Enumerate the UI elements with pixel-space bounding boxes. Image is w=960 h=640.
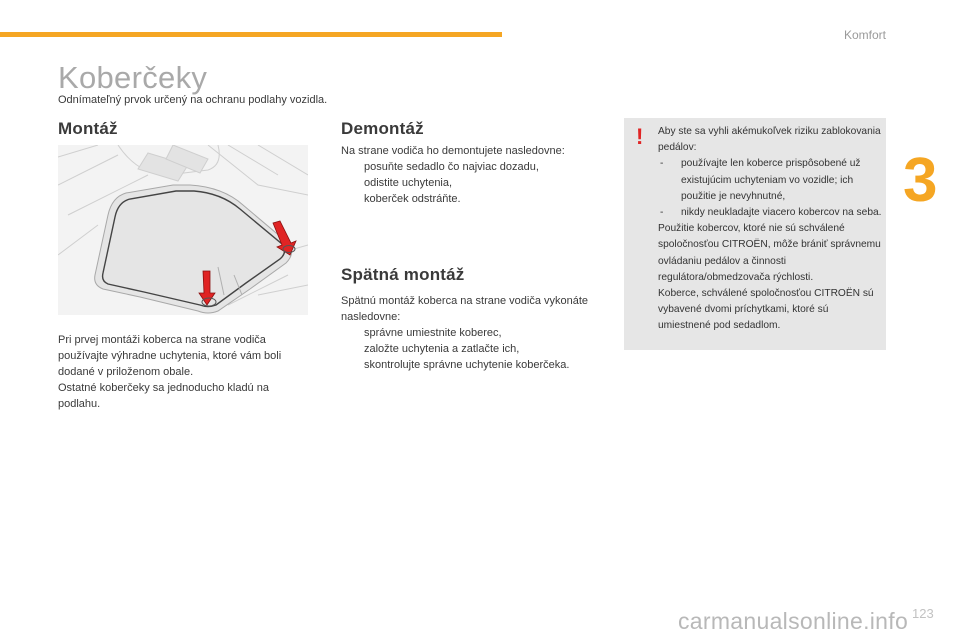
list-item xyxy=(658,156,882,205)
demontaz-intro: Na strane vodiča ho demontujete nasledovne: xyxy=(341,145,565,157)
step-text: posuňte sedadlo čo najviac dozadu, xyxy=(364,161,539,173)
warning-box xyxy=(624,118,886,350)
list-item xyxy=(341,341,606,357)
warning-paragraph: Použitie kobercov, ktoré nie sú schválené spoločnosťou CITROËN, môže brániť správnemu ovládaniu pedálov a činnosti regulátora/obmedzovača rýchlosti. xyxy=(658,223,881,283)
watermark: carmanualsonline.info xyxy=(678,608,909,634)
heading-demontaz: Demontáž xyxy=(341,119,424,138)
list-item xyxy=(341,175,611,191)
warning-item: nikdy neukladajte viacero kobercov na seba. xyxy=(681,207,882,219)
page-subtitle: Odnímateľný prvok určený na ochranu podlahy vozidla. xyxy=(58,94,328,106)
warning-paragraph: Koberce, schválené spoločnosťou CITROËN sú vybavené dvomi príchytkami, ktoré sú umiestnené pod sedadlom. xyxy=(658,288,874,332)
heading-spatna-montaz: Spätná montáž xyxy=(341,265,465,284)
spatna-steps xyxy=(341,325,606,373)
warning-exclamation-icon: ! xyxy=(636,124,644,149)
warning-text xyxy=(658,124,882,335)
warning-intro: Aby ste sa vyhli akémukoľvek riziku zablokovania pedálov: xyxy=(658,126,881,154)
montaz-paragraph: Ostatné koberčeky sa jednoducho kladú na podlahu. xyxy=(58,382,269,410)
page-number: 123 xyxy=(912,606,934,621)
list-item xyxy=(341,325,606,341)
heading-montaz: Montáž xyxy=(58,119,118,138)
header-accent-bar xyxy=(0,32,502,37)
page-title: Koberčeky xyxy=(58,60,208,95)
dash-bullet: - xyxy=(660,158,664,170)
demontaz-text xyxy=(341,143,611,207)
spatna-intro: Spätnú montáž koberca na strane vodiča vykonáte nasledovne: xyxy=(341,295,589,323)
list-item xyxy=(341,191,611,207)
step-text: koberček odstráňte. xyxy=(364,193,461,205)
montaz-paragraph: Pri prvej montáži koberca na strane vodiča používajte výhradne uchytenia, ktoré vám boli dodané v priloženom obale. xyxy=(58,334,282,378)
step-text: skontrolujte správne uchytenie koberčeka. xyxy=(364,359,570,371)
step-text: založte uchytenia a zatlačte ich, xyxy=(364,343,520,355)
warning-list xyxy=(658,156,882,221)
chapter-number: 3 xyxy=(903,146,938,215)
step-text: odistite uchytenia, xyxy=(364,177,453,189)
list-item xyxy=(658,205,882,221)
demontaz-steps xyxy=(341,159,611,207)
spatna-text xyxy=(341,293,606,373)
step-text: správne umiestnite koberec, xyxy=(364,327,502,339)
section-name: Komfort xyxy=(843,28,886,42)
floor-mat-illustration xyxy=(58,145,308,315)
list-item xyxy=(341,159,611,175)
list-item xyxy=(341,357,606,373)
dash-bullet: - xyxy=(660,207,664,219)
montaz-text xyxy=(58,332,308,412)
warning-item: používajte len koberce prispôsobené už existujúcim uchyteniam vo vozidle; ich použitie je nevyhnutné, xyxy=(681,158,861,202)
